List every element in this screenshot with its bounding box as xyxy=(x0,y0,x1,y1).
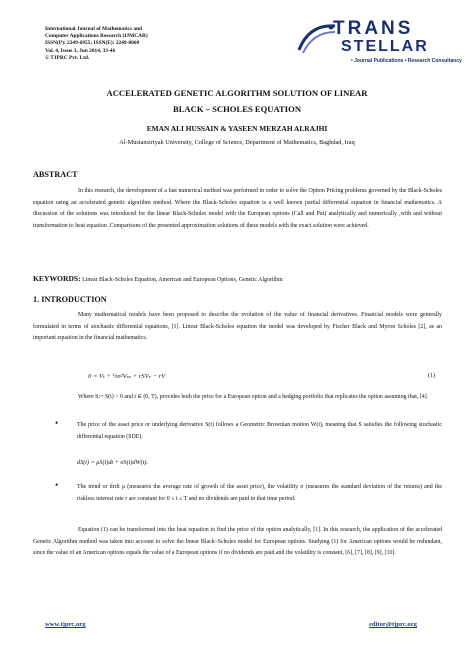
introduction-heading: 1. INTRODUCTION xyxy=(33,295,107,304)
bullet-item-2: The trend or drift μ (measures the average rate of growth of the asset price), the volatility σ (measures the standard deviation of the returns) and the riskless interest rate r are constant for 0 ≤ t ≤ T and no dividends are paid in that time period. xyxy=(77,484,442,502)
logo-tagline: • Journal Publications • Research Consultancy xyxy=(351,58,462,64)
logo-swoosh-icon xyxy=(295,20,337,56)
keywords-label: KEYWORDS: xyxy=(33,274,81,283)
bullet-item-1: The price of the asset price or underlying derivative S(t) follows a Geometric Brownian motion W(t), meaning that S satisfies the following stochastic differential equation (SDE). xyxy=(77,422,442,440)
journal-info xyxy=(45,26,275,62)
journal-line: ISSN(P): 2249-6955; ISSN(E): 2249-8060 xyxy=(45,40,140,47)
equation-number: (1) xyxy=(428,373,435,379)
affiliation: Al-Mustansiriyah University, College of Science, Department of Mathematics, Baghdad, Iraq xyxy=(119,139,355,146)
footer-email-link[interactable]: editor@tjprc.org xyxy=(369,621,417,628)
where-paragraph: Where S:= S(t) > 0 and t ∈ (0, T), provides both the price for a European option and a hedging portfolio that replicates the option assuming that, [4]. xyxy=(78,394,429,400)
authors: EMAN ALI HUSSAIN & YASEEN MERZAH ALRAJHI xyxy=(146,124,328,133)
closing-paragraph: Equation (1) can be transformed into the heat equation to find the price of the option analytically, [1]. In this research, the application of the accelerated Genetic Algorithm method was taken into account to solve the linear Black–Scholes model for European options. Studying (1) for American options would be redundant, since the value of an American options equals the value of a European options if no dividends are paid and the volatility is constant, [6], [7], [8], [9], [10]. xyxy=(33,527,442,557)
logo-word-trans: TRANS xyxy=(333,18,414,39)
paper-title xyxy=(40,85,434,117)
abstract-body: In this research, the development of a fast numerical method was performed in order to solve the Option Pricing problems governed by the Black-Scholes equation using an accelerated genetic algorithm method. Where the Black-Scholes equation is a well known partial differential equation in financial mathematics. A discussion of the solutions was introduced for the linear Black-Scholes model with the European options (Call and Put) analytically and numerically ,with and without transformation to heat equation .Comparisons of the presented approximation solutions of these models with the exact solution were achieved. xyxy=(33,188,442,229)
bullet-icon: • xyxy=(55,418,59,428)
keywords xyxy=(33,274,442,283)
journal-line: Vol. 4, Issue 3, Jun 2014, 33-46 xyxy=(45,47,116,54)
title-line-1: ACCELERATED GENETIC ALGORITHM SOLUTION OF LINEAR xyxy=(106,88,368,98)
sde-equation: dS(t) = μS(t)dt + σS(t)dW(t). xyxy=(77,459,149,466)
title-line-2: BLACK – SCHOLES EQUATION xyxy=(172,104,302,114)
trans-stellar-logo xyxy=(295,18,462,68)
bullet-icon: • xyxy=(55,480,59,490)
abstract-heading: ABSTRACT xyxy=(33,170,78,179)
journal-line: © TJPRC Pvt. Ltd. xyxy=(45,54,90,61)
logo-word-stellar: STELLAR xyxy=(341,38,429,55)
introduction-paragraph-1: Many mathematical models have been proposed to describe the evolution of the value of financial derivatives. Financial models were generally formulated in terms of stochastic differential equations, [1]. Linear Black-Scholes equation the model was developed by Fischer Black and Myron Scholes [2], as an important equation in the financial mathematics. xyxy=(33,312,442,342)
journal-line: Computer Applications Research (IJMCAR) xyxy=(45,33,148,40)
keywords-text: Linear Black-Scholes Equation, American and European Options, Genetic Algorithm xyxy=(80,277,283,283)
black-scholes-equation: 0 = Vₜ + ½σ²Vₛₛ + rSVₛ − rV xyxy=(88,373,166,380)
journal-line: International Journal of Mathematics and xyxy=(45,26,143,32)
footer-website-link[interactable]: www.tjprc.org xyxy=(45,621,86,628)
